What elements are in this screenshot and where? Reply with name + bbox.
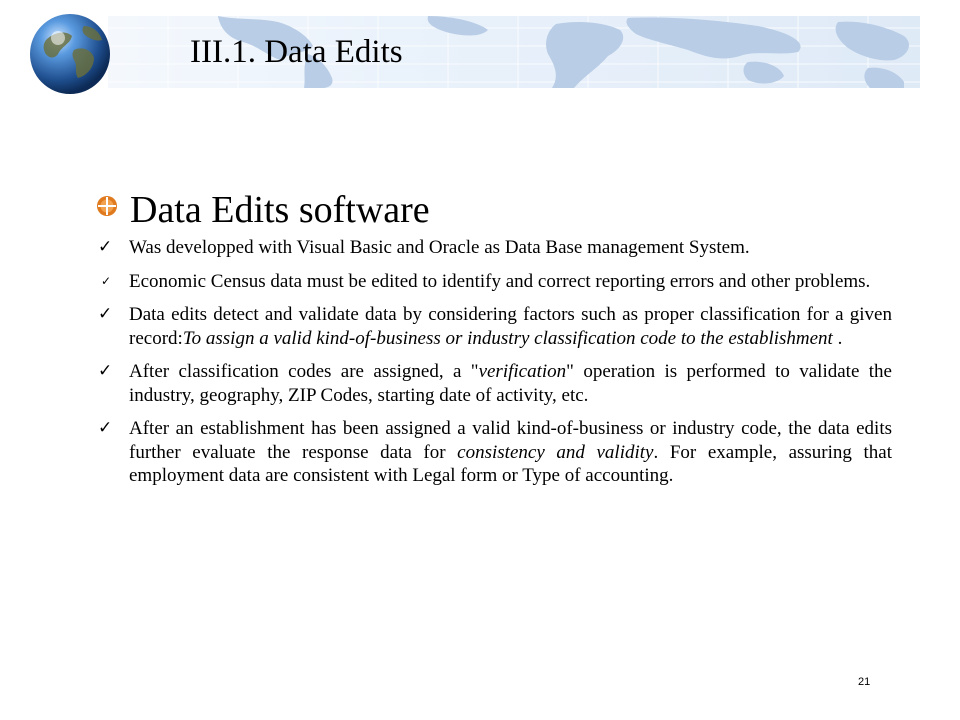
bullet-text [129,237,750,258]
globe-icon [28,12,112,96]
bullet-text [129,418,892,486]
bullet-text [129,271,870,292]
bullet-text-italic-segment: verification [478,361,567,382]
bullet-text-segment: After an establishment has been assigned a valid kind-of-business or industry code, the data edits further evaluate the response data for [129,418,892,463]
checkmark-icon: ✓ [101,273,112,288]
checkmark-icon: ✓ [98,361,113,381]
bullet-text-segment: Data edits detect and validate data by considering factors such as proper classification for a given record: [129,304,892,349]
bullet-text-italic-segment: To assign a valid kind-of-business or industry classification code to the establishment [182,327,833,349]
checkmark-icon: ✓ [98,418,113,438]
checkmark-icon: ✓ [98,237,113,257]
slide-title: III.1. Data Edits [190,34,403,70]
bullet-text-segment: Economic Census data must be edited to identify and correct reporting errors and other problems. [129,270,871,292]
bullet-item [96,417,892,488]
bullet-text-segment: After classification codes are assigned, a " [129,361,479,382]
bullet-text-segment: Was developped with Visual Basic and Oracle as Data Base management System. [129,237,750,258]
bullet-text [129,304,892,349]
bullet-item [96,360,892,407]
page-number: 21 [858,676,871,688]
bullet-item [96,236,892,260]
bullet-text-segment: . For example, assuring that employment data are consistent with Legal form or Type of accounting. [129,441,892,486]
bullet-item [96,270,892,294]
section-heading: Data Edits software [130,189,430,231]
orange-circle-bullet-icon [96,195,118,217]
bullet-text-italic-segment: consistency and validity [457,441,654,463]
bullet-text-segment: . [832,327,843,349]
bullet-text [129,361,892,406]
bullet-item [96,303,892,350]
checkmark-icon: ✓ [98,304,113,324]
bullet-list [96,236,892,498]
bullet-text-segment: " operation is performed to validate the industry, geography, ZIP Codes, starting date of activity, etc. [129,361,892,406]
